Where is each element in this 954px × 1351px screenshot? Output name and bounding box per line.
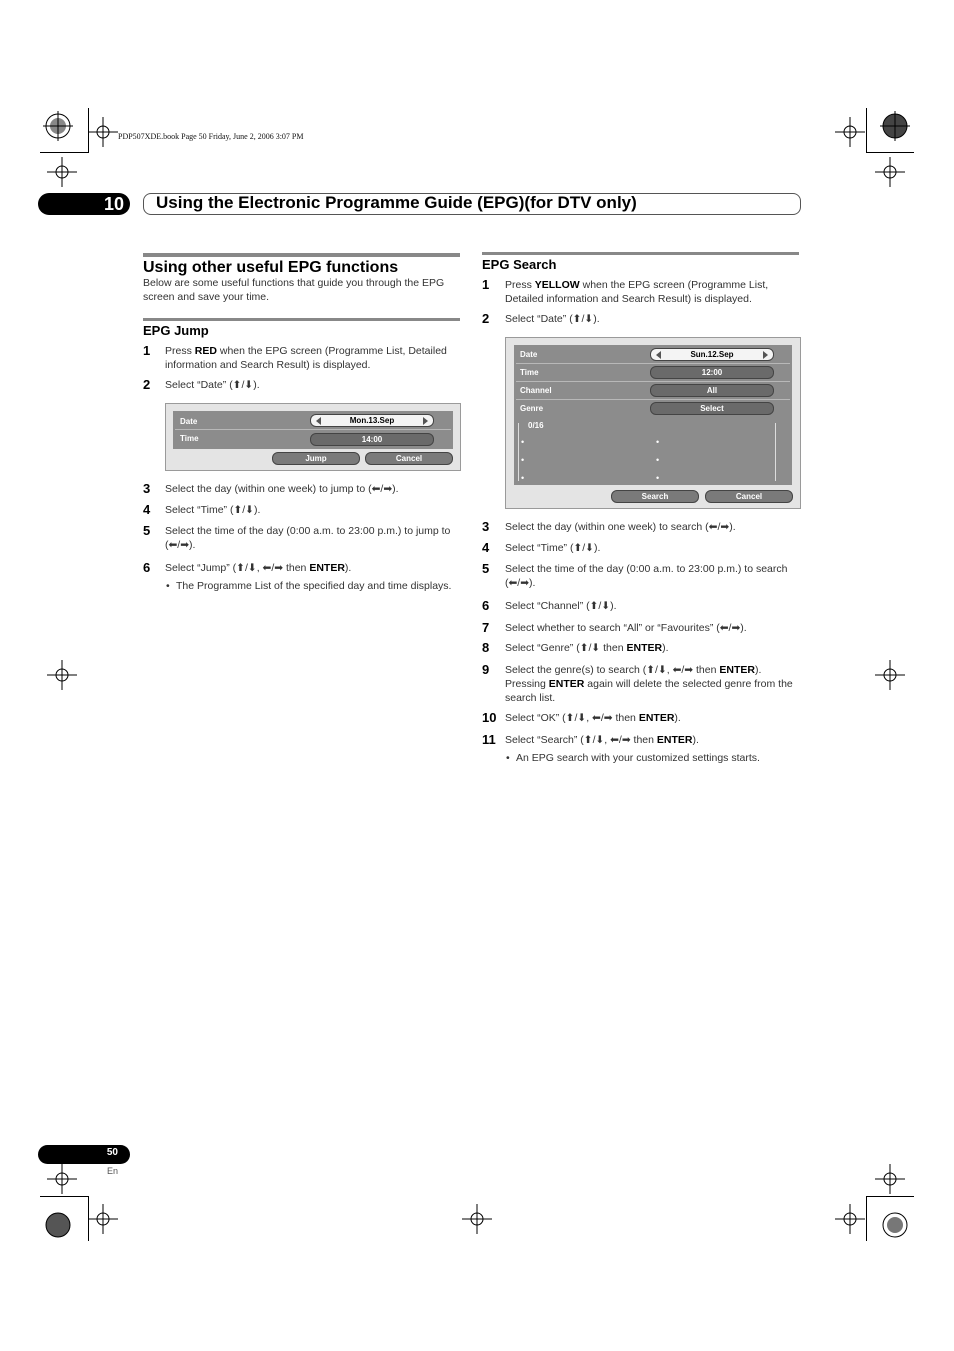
registration-mark-icon: [462, 1204, 492, 1234]
genre-slot[interactable]: •: [521, 473, 525, 483]
step-text: Select the day (within one week) to search (⬅/➡).: [505, 521, 736, 533]
search-button[interactable]: Search: [611, 490, 699, 503]
screen-panel: [173, 411, 453, 449]
registration-mark-icon: [880, 111, 910, 141]
date-value: Mon.13.Sep: [349, 416, 395, 425]
registration-mark-icon: [880, 1210, 910, 1240]
screen-panel: [514, 345, 792, 485]
section-title: Using other useful EPG functions: [143, 259, 399, 276]
genre-slot[interactable]: •: [521, 437, 525, 447]
registration-mark-icon: [875, 157, 905, 187]
epg-jump-title: EPG Jump: [143, 323, 209, 338]
chapter-number: 10: [103, 194, 124, 214]
time-label: Time: [180, 434, 199, 443]
cancel-button[interactable]: Cancel: [705, 490, 793, 503]
step-text: Select “Genre” (⬆/⬇ then ENTER).: [505, 642, 669, 654]
date-selector[interactable]: [310, 414, 434, 427]
section-intro: Below are some useful functions that guide you through the EPG screen and save your time.: [143, 277, 445, 303]
genre-slot[interactable]: •: [656, 437, 660, 447]
step-number: 6: [482, 598, 490, 613]
step-number: 5: [143, 523, 151, 538]
step-text: Select whether to search “All” or “Favourites” (⬅/➡).: [505, 622, 747, 634]
registration-mark-icon: [43, 111, 73, 141]
bullet-note: • An EPG search with your customized settings starts.: [506, 752, 760, 764]
row-divider: [516, 399, 790, 400]
section-rule: [143, 253, 460, 257]
step-text: Select “Jump” (⬆/⬇, ⬅/➡ then ENTER).: [165, 562, 352, 574]
genre-slot[interactable]: •: [521, 455, 525, 465]
row-divider: [516, 363, 790, 364]
subsection-rule: [482, 252, 799, 255]
step-number: 8: [482, 640, 490, 655]
date-value: Sun.12.Sep: [690, 350, 734, 359]
arrow-left-icon[interactable]: [656, 351, 661, 359]
genre-slot[interactable]: •: [656, 473, 660, 483]
time-field[interactable]: 14:00: [310, 433, 434, 446]
time-field[interactable]: 12:00: [650, 366, 774, 379]
step-number: 9: [482, 662, 490, 677]
registration-mark-icon: [47, 660, 77, 690]
registration-mark-icon: [43, 1210, 73, 1240]
genre-slot[interactable]: •: [656, 455, 660, 465]
bullet-note: • The Programme List of the specified day and time displays.: [166, 580, 452, 592]
genre-select-button[interactable]: Select: [650, 402, 774, 415]
step-text: Press YELLOW when the EPG screen (Programme List, Detailed information and Search Result) is displayed.: [505, 279, 769, 305]
step-number: 4: [482, 540, 490, 555]
time-label: Time: [520, 368, 539, 377]
file-info: PDP507XDE.book Page 50 Friday, June 2, 2006 3:07 PM: [118, 132, 304, 141]
step-text: Select “Channel” (⬆/⬇).: [505, 600, 617, 612]
epg-search-screen: [505, 337, 801, 509]
step-number: 3: [143, 481, 151, 496]
channel-field[interactable]: All: [650, 384, 774, 397]
chapter-title: Using the Electronic Programme Guide (EPG)(for DTV only): [156, 193, 637, 212]
registration-mark-icon: [88, 1204, 118, 1234]
cancel-button[interactable]: Cancel: [365, 452, 453, 465]
page-language: En: [107, 1166, 119, 1176]
step-number: 6: [143, 560, 151, 575]
step-text: Press RED when the EPG screen (Programme List, Detailed information and Search Result) is displayed.: [165, 345, 447, 371]
step-text: Select “Date” (⬆/⬇).: [165, 379, 260, 391]
step-text: Select the genre(s) to search (⬆/⬇, ⬅/➡ then ENTER). Pressing ENTER again will delete the selected genre from the search list.: [505, 664, 793, 704]
chapter-badge: [38, 193, 130, 215]
step-text: Select “Date” (⬆/⬇).: [505, 313, 600, 325]
channel-label: Channel: [520, 386, 552, 395]
step-text: Select the time of the day (0:00 a.m. to 23:00 p.m.) to jump to (⬅/➡).: [165, 525, 451, 551]
registration-mark-icon: [88, 117, 118, 147]
step-number: 1: [143, 343, 151, 358]
step-text: Select “Time” (⬆/⬇).: [165, 504, 261, 516]
step-text: Select “Search” (⬆/⬇, ⬅/➡ then ENTER).: [505, 734, 699, 746]
subsection-rule: [143, 318, 460, 321]
step-text: Select the day (within one week) to jump to (⬅/➡).: [165, 483, 399, 495]
step-number: 5: [482, 561, 490, 576]
step-text: Select the time of the day (0:00 a.m. to 23:00 p.m.) to search (⬅/➡).: [505, 563, 788, 589]
date-selector[interactable]: [650, 348, 774, 361]
genre-list-box: [518, 423, 776, 481]
step-number: 3: [482, 519, 490, 534]
step-number: 1: [482, 277, 490, 292]
registration-mark-icon: [47, 1164, 77, 1194]
date-label: Date: [180, 417, 198, 426]
arrow-left-icon[interactable]: [316, 417, 321, 425]
page-number: 50: [106, 1147, 118, 1158]
step-number: 4: [143, 502, 151, 517]
step-number: 11: [482, 732, 496, 747]
step-number: 7: [482, 620, 490, 635]
step-number: 2: [143, 377, 151, 392]
registration-mark-icon: [835, 1204, 865, 1234]
chapter-title-box: [143, 193, 801, 215]
registration-mark-icon: [47, 157, 77, 187]
page-number-badge: [38, 1145, 130, 1164]
row-divider: [175, 429, 451, 430]
arrow-right-icon[interactable]: [763, 351, 768, 359]
epg-jump-screen: [165, 403, 461, 471]
registration-mark-icon: [835, 117, 865, 147]
step-text: Select “Time” (⬆/⬇).: [505, 542, 601, 554]
step-number: 10: [482, 710, 497, 725]
genre-label: Genre: [520, 404, 544, 413]
epg-search-title: EPG Search: [482, 257, 557, 272]
registration-mark-icon: [875, 660, 905, 690]
genre-count: 0/16: [528, 421, 544, 430]
step-number: 2: [482, 311, 490, 326]
jump-button[interactable]: Jump: [272, 452, 360, 465]
step-text: Select “OK” (⬆/⬇, ⬅/➡ then ENTER).: [505, 712, 681, 724]
row-divider: [516, 381, 790, 382]
registration-mark-icon: [875, 1164, 905, 1194]
date-label: Date: [520, 350, 538, 359]
arrow-right-icon[interactable]: [423, 417, 428, 425]
